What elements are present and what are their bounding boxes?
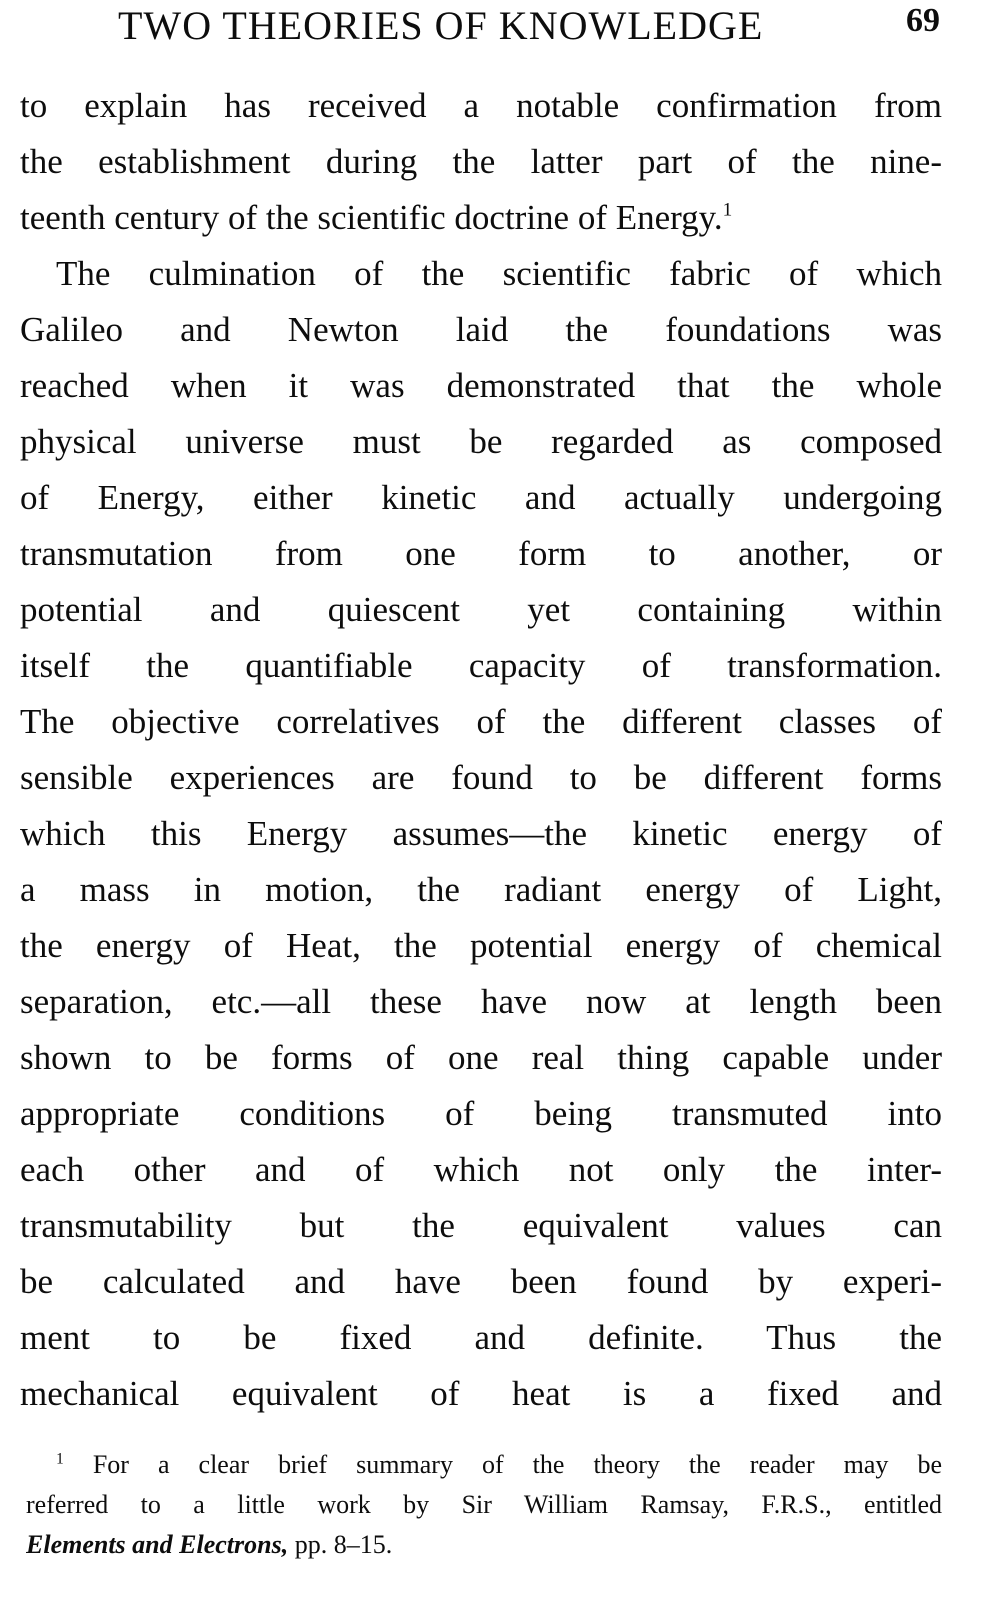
running-head xyxy=(0,2,1000,54)
text-line: each other and of which not only the inter- xyxy=(20,1150,942,1189)
footnote-line xyxy=(26,1445,942,1485)
text-line: potential and quiescent yet containing within xyxy=(20,590,942,629)
text-line: transmutability but the equivalent values can xyxy=(20,1206,942,1245)
paragraph-start-line: The culmination of the scientific fabric of which xyxy=(56,254,942,293)
text-line: to explain has received a notable confirmation from xyxy=(20,86,942,125)
footnote-line xyxy=(26,1525,942,1565)
footnote xyxy=(26,1445,942,1565)
text-line: reached when it was demonstrated that the whole xyxy=(20,366,942,405)
text-line xyxy=(20,190,942,246)
body-text xyxy=(20,78,942,1422)
text-line: physical universe must be regarded as composed xyxy=(20,422,942,461)
footnote-reference: 1 xyxy=(722,199,733,221)
text-line: be calculated and have been found by experi- xyxy=(20,1262,942,1301)
cited-book-title: Elements and Electrons, xyxy=(26,1530,289,1559)
text-line-content: teenth century of the scientific doctrine of Energy. xyxy=(20,198,723,237)
footnote-text: For a clear brief summary of the theory the reader may be xyxy=(92,1450,942,1479)
text-line: separation, etc.—all these have now at length been xyxy=(20,982,942,1021)
text-line: the energy of Heat, the potential energy of chemical xyxy=(20,926,942,965)
text-line: which this Energy assumes—the kinetic energy of xyxy=(20,814,942,853)
footnote-line: referred to a little work by Sir William Ramsay, F.R.S., entitled xyxy=(26,1490,942,1519)
running-title: TWO THEORIES OF KNOWLEDGE xyxy=(118,3,764,48)
text-line: The objective correlatives of the different classes of xyxy=(20,702,942,741)
page-number: 69 xyxy=(906,2,940,39)
text-line: a mass in motion, the radiant energy of Light, xyxy=(20,870,942,909)
text-line: itself the quantifiable capacity of transformation. xyxy=(20,646,942,685)
text-line: mechanical equivalent of heat is a fixed and xyxy=(20,1374,942,1413)
text-line: Galileo and Newton laid the foundations was xyxy=(20,310,942,349)
text-line: appropriate conditions of being transmuted into xyxy=(20,1094,942,1133)
text-line: of Energy, either kinetic and actually undergoing xyxy=(20,478,942,517)
text-line: sensible experiences are found to be different forms xyxy=(20,758,942,797)
cited-pages: pp. 8–15. xyxy=(288,1530,393,1559)
footnote-marker: 1 xyxy=(56,1450,64,1468)
text-line: transmutation from one form to another, or xyxy=(20,534,942,573)
text-line: shown to be forms of one real thing capable under xyxy=(20,1038,942,1077)
text-line: ment to be fixed and definite. Thus the xyxy=(20,1318,942,1357)
text-line: the establishment during the latter part of the nine- xyxy=(20,142,942,181)
